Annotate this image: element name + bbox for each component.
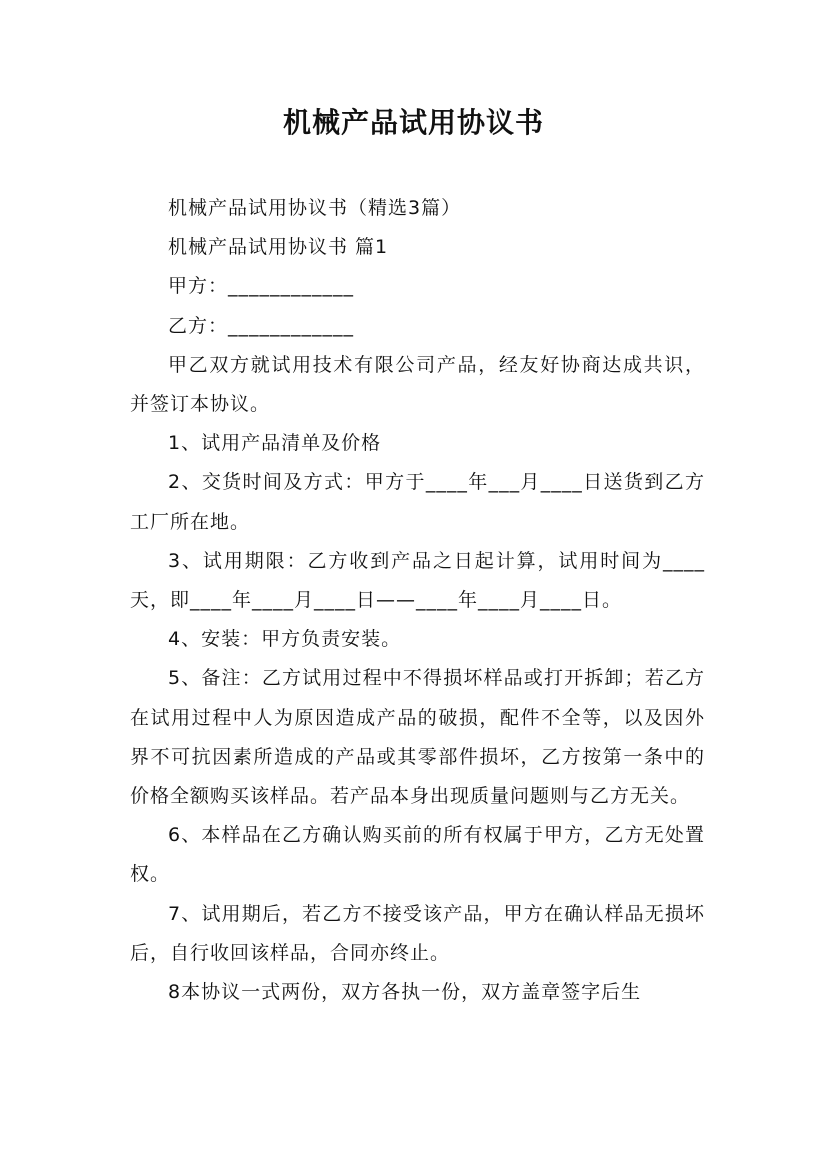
- clause-7: 7、试用期后，若乙方不接受该产品，甲方在确认样品无损坏后，自行收回该样品，合同亦终止。: [130, 902, 705, 964]
- document-title: 机械产品试用协议书: [282, 106, 544, 139]
- clause-2: 2、交货时间及方式：甲方于____年___月____日送货到乙方工厂所在地。: [130, 471, 705, 533]
- clause-4: 4、安装：甲方负责安装。: [168, 628, 402, 651]
- clause-1: 1、试用产品清单及价格: [168, 432, 382, 455]
- paragraph-party-a: 甲方：____________: [168, 275, 355, 298]
- paragraph-subtitle: 机械产品试用协议书（精选3篇）: [168, 197, 462, 219]
- clause-5: 5、备注：乙方试用过程中不得损坏样品或打开拆卸；若乙方在试用过程中人为原因造成产品的破损，配件不全等，以及因外界不可抗因素所造成的产品或其零部件损坏，乙方按第一条中的价格全额购买该样品。若产品本身出现质量问题则与乙方无关。: [130, 667, 705, 808]
- paragraph-intro: 甲乙双方就试用技术有限公司产品，经友好协商达成共识，并签订本协议。: [130, 353, 705, 416]
- paragraph-section-heading: 机械产品试用协议书 篇1: [168, 236, 389, 259]
- clause-6: 6、本样品在乙方确认购买前的所有权属于甲方，乙方无处置权。: [130, 824, 705, 886]
- document-body: [130, 189, 705, 1012]
- clause-3: 3、试用期限：乙方收到产品之日起计算，试用时间为____天，即____年____月____日——____年____月____日。: [130, 549, 705, 612]
- clause-8: 8本协议一式两份，双方各执一份，双方盖章签字后生: [168, 981, 642, 1004]
- paragraph-party-b: 乙方：____________: [168, 314, 355, 337]
